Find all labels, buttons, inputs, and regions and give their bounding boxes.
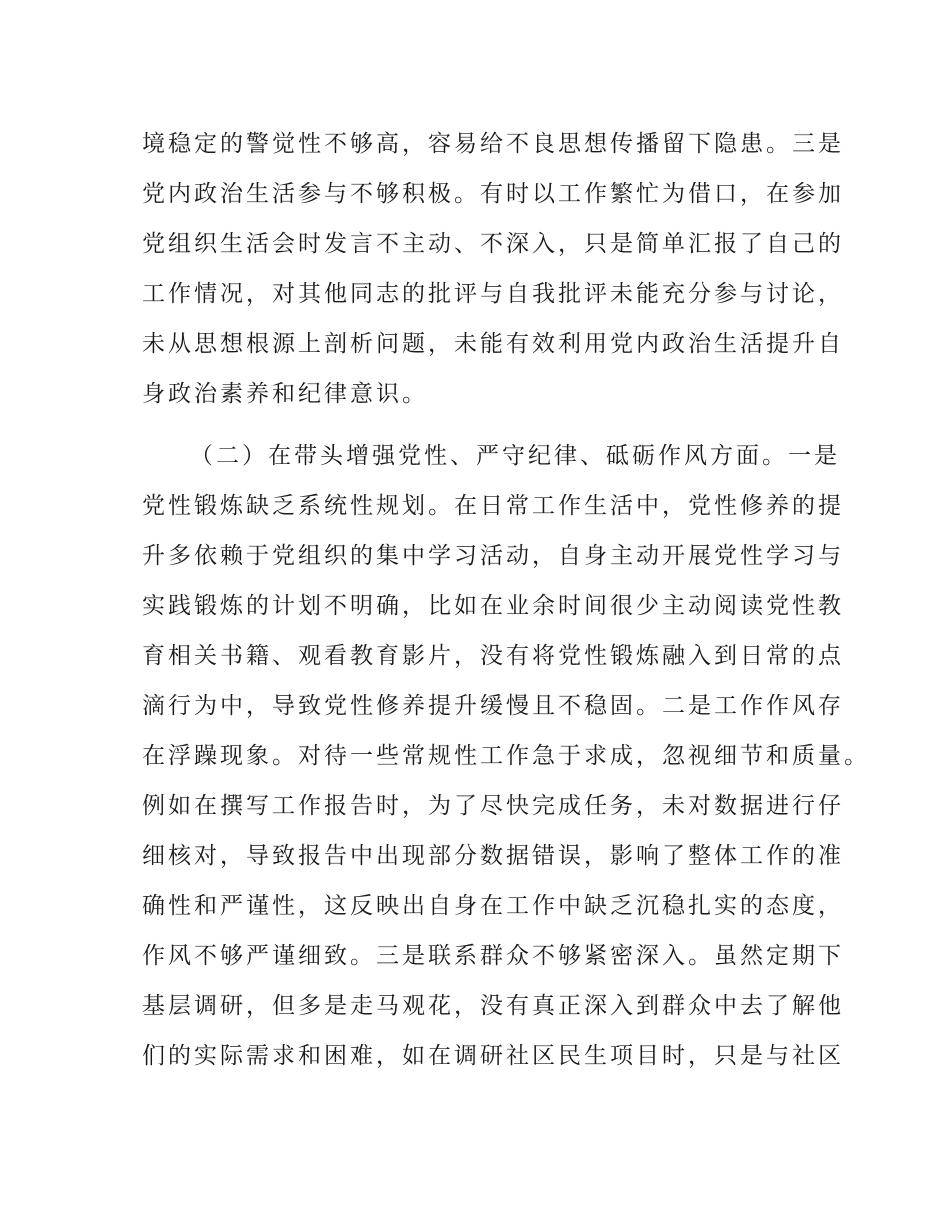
paragraph-2-line: 们的实际需求和困难，如在调研社区民生项目时，只是与社区: [142, 1043, 844, 1069]
paragraph-2-line: 育相关书籍、观看教育影片，没有将党性锻炼融入到日常的点: [142, 643, 844, 669]
paragraph-2-line: 细核对，导致报告中出现部分数据错误，影响了整体工作的准: [142, 843, 844, 869]
paragraph-2-line: 作风不够严谨细致。三是联系群众不够紧密深入。虽然定期下: [142, 943, 844, 969]
paragraph-1-line: 境稳定的警觉性不够高，容易给不良思想传播留下隐患。三是: [142, 131, 844, 157]
paragraph-1-line: 未从思想根源上剖析问题，未能有效利用党内政治生活提升自: [142, 331, 844, 357]
paragraph-1-line: 党组织生活会时发言不主动、不深入，只是简单汇报了自己的: [142, 231, 844, 257]
paragraph-2-line: 滴行为中，导致党性修养提升缓慢且不稳固。二是工作作风存: [142, 693, 844, 719]
paragraph-2-line: 在浮躁现象。对待一些常规性工作急于求成，忽视细节和质量。: [142, 743, 870, 769]
paragraph-2-line: 确性和严谨性，这反映出自身在工作中缺乏沉稳扎实的态度，: [142, 893, 844, 919]
paragraph-2-line: 例如在撰写工作报告时，为了尽快完成任务，未对数据进行仔: [142, 793, 844, 819]
paragraph-1-line: 工作情况，对其他同志的批评与自我批评未能充分参与讨论，: [142, 281, 844, 307]
paragraph-2-line: 党性锻炼缺乏系统性规划。在日常工作生活中，党性修养的提: [142, 493, 844, 519]
paragraph-2-heading-line: （二）在带头增强党性、严守纪律、砥砺作风方面。一是: [190, 443, 840, 469]
paragraph-2-line: 升多依赖于党组织的集中学习活动，自身主动开展党性学习与: [142, 543, 844, 569]
paragraph-2-line: 基层调研，但多是走马观花，没有真正深入到群众中去了解他: [142, 993, 844, 1019]
paragraph-2-line: 实践锻炼的计划不明确，比如在业余时间很少主动阅读党性教: [142, 593, 844, 619]
paragraph-1-line: 身政治素养和纪律意识。: [142, 381, 428, 407]
paragraph-1-line: 党内政治生活参与不够积极。有时以工作繁忙为借口，在参加: [142, 181, 844, 207]
